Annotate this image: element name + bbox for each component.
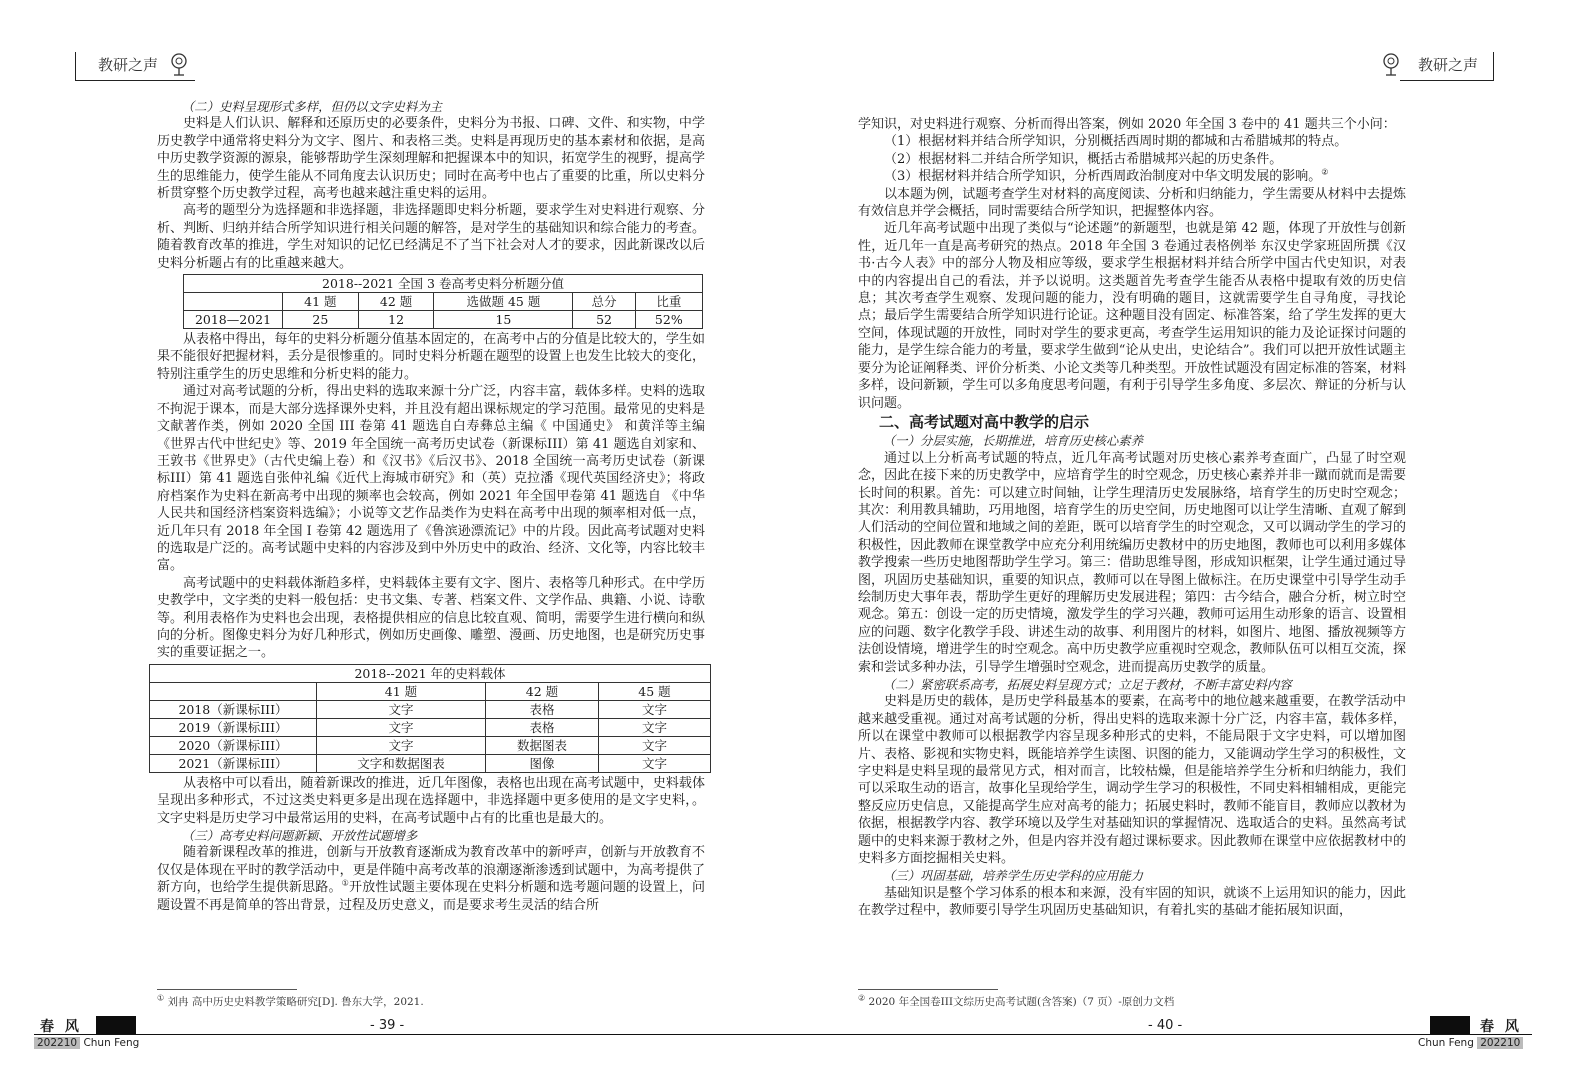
section-heading: （三）高考史料问题新颖、开放性试题增多 bbox=[181, 828, 418, 843]
header-bracket bbox=[75, 52, 76, 80]
section-heading: （二）史料呈现形式多样，但仍以文字史料为主 bbox=[181, 99, 442, 114]
left-body bbox=[157, 98, 705, 914]
header-title: 教研之声 bbox=[1418, 56, 1479, 74]
footnote-ref: ① bbox=[341, 878, 350, 888]
paragraph: 史料是历史的载体，是历史学科最基本的要素，在高考中的地位越来越重要，在教学活动中越来越受重视。通过对高考试题的分析，得出史料的选取来源十分广泛，内容丰富，载体多样，所以在课堂中教师可以根据教学内容呈现多种形式的史料，不能局限于文字史料，可以增加图片、表格、影视和实物史料，既能培养学生读图、识图的能力，又能调动学生学习的积极性，文字史料是史料呈现的最常见方式，相对而言，比较枯燥，但是能培养学生分析和归纳能力，我们可以采取生动的语言，故事化呈现给学生，调动学生学习的积极性，不同史料相辅相成，更能完整反应历史信息，又能提高学生应对高考的能力；拓展史料时，教师不能盲目，教师应以教材为依据，根据教学内容、教学环境以及学生对基础知识的掌握情况、选取适合的史料。虽然高考试题中的史料来源于教材之外，但是内容并没有超过课标要求。因此教师在课堂中应依据教材中的史料多方面挖掘相关史料。 bbox=[858, 694, 1406, 867]
question-item: （1）根据材料并结合所学知识，分别概括西周时期的都城和古希腊城邦的特点。 bbox=[884, 134, 1348, 150]
section-heading: （二）紧密联系高考，拓展史料呈现方式；立足于教材，不断丰富史料内容 bbox=[882, 677, 1292, 692]
paragraph: 高考试题中的史料载体渐趋多样，史料载体主要有文字、图片、表格等几种形式。在中学历史教学中，文字类的史料一般包括：史书文集、专著、档案文件、文学作品、典籍、小说、诗歌等。利用表格作为史料也会出现，表格提供相应的信息比较直观、简明，需要学生进行横向和纵向的分析。图像史料分为好几种形式，例如历史画像、雕塑、漫画、历史地图，也是研究历史事实的重要证据之一。 bbox=[157, 575, 705, 661]
score-table bbox=[183, 274, 703, 329]
right-page bbox=[794, 0, 1588, 1077]
tree-icon bbox=[168, 52, 190, 76]
paragraph: 学知识，对史料进行观察、分析而得出答案，例如 2020 年全国 3 卷中的 41 题共三个小问： bbox=[858, 117, 1396, 132]
table-caption: 2018--2021 年的史料载体 bbox=[150, 664, 711, 682]
footer-block bbox=[96, 1016, 136, 1034]
footnote-rule bbox=[858, 989, 998, 990]
paragraph: 通过以上分析高考试题的特点，近几年高考试题对历史核心素养考查面广，凸显了时空观念，因此在接下来的历史教学中，应培育学生的时空观念，历史核心素养并非一蹴而就而是需要长时间的积累。首先：可以建立时间轴，让学生理清历史发展脉络，培育学生的历史时空观念；其次：利用教具辅助，巧用地图，培育学生的历史空间，历史地图可以让学生清晰、直观了解到人们活动的空间位置和地域之间的差距，既可以培育学生的时空观念，又可以调动学生的学习的积极性，因此教师在课堂教学中应充分利用统编历史教材中的历史地图，教师也可以利用多媒体教学搜索一些历史地图帮助学生学习。第三：借助思维导图，形成知识框架，让学生通过通过导图，巩固历史基础知识，重要的知识点，教师可以在导图上做标注。在历史课堂中引导学生动手绘制历史大事年表，帮助学生更好的理解历史发展进程；第四：古今结合，融合分析，树立时空观念。第五：创设一定的历史情境，激发学生的学习兴趣，教师可运用生动形象的语言、设置相应的问题、数字化教学手段、讲述生动的故事、利用图片的材料，如图片、地图、播放视频等方法创设情境，增进学生的时空观念。高中历史教学应重视时空观念，教师队伍可以相互交流，探索和尝试多种办法，引导学生增强时空观念，进而提高历史教学的质量。 bbox=[858, 450, 1406, 675]
header-title: 教研之声 bbox=[98, 56, 159, 74]
table-header-row: 41 题 42 题 45 题 bbox=[150, 682, 711, 700]
footer-rule bbox=[34, 1034, 794, 1035]
table-caption: 2018--2021 全国 3 卷高考史料分析题分值 bbox=[184, 275, 703, 293]
section-heading: （一）分层实施，长期推进，培育历史核心素养 bbox=[882, 433, 1143, 449]
footnote-ref: ② bbox=[1321, 167, 1329, 177]
section-heading: （三）巩固基础，培养学生历史学科的应用能力 bbox=[882, 868, 1143, 884]
footer-brand: 春 风 bbox=[40, 1019, 82, 1035]
paragraph: 随着新课程改革的推进，创新与开放教育逐渐成为教育改革中的新呼声，创新与开放教育不仅仅是体现在平时的教学活动中，更是伴随中高考改革的浪潮逐渐渗透到试题中，为高考提供了新方向，也给学生提供新思路。①开放性试题主要体现在史料分析题和选考题问题的设置上，问题设置不再是简单的答出背景，过程及历史意义，而是要求考生灵活的结合所 bbox=[157, 845, 705, 913]
paragraph: 史料是人们认识、解释和还原历史的必要条件，史料分为书报、口碑、文件、和实物，中学历史教学中通常将史料分为文字、图片、和表格三类。史料是再现历史的基本素材和依据，是高中历史教学资源的源泉，能够帮助学生深刻理解和把握课本中的知识，拓宽学生的视野，提高学生的思维能力，使学生能从不同角度去认识历史；同时在高考中也占了重要的比重，所以史料分析贯穿整个历史教学过程，高考也越来越注重史料的运用。 bbox=[157, 116, 705, 202]
footnote: ② 2020 年全国卷III文综历史高考试题(含答案)（7 页）-原创力文档 bbox=[858, 993, 1175, 1008]
paragraph: 从表格中可以看出，随着新课改的推进，近几年图像，表格也出现在高考试题中，史料载体呈现出多种形式，不过这类史料更多是出现在选择题中，非选择题中更多使用的是文字史料，。文字史料是历史学习中最常运用的史料，在高考试题中占有的比重也是最大的。 bbox=[157, 775, 705, 826]
header-bracket bbox=[1493, 52, 1494, 80]
right-body bbox=[858, 116, 1406, 920]
header-rule bbox=[1400, 80, 1494, 81]
carrier-table bbox=[149, 664, 711, 773]
table-header-row: 41 题 42 题 选做题 45 题 总分 比重 bbox=[184, 293, 703, 311]
footer-rule bbox=[794, 1034, 1532, 1035]
table-row: 2020（新课标III） 文字 数据图表 文字 bbox=[150, 736, 711, 754]
question-item: （3）根据材料并结合所学知识，分析西周政治制度对中华文明发展的影响。② bbox=[884, 167, 1329, 185]
table-row: 2019（新课标III） 文字 表格 文字 bbox=[150, 718, 711, 736]
table-row: 2018—2021 25 12 15 52 52% bbox=[184, 311, 703, 329]
table-row: 2018（新课标III） 文字 表格 文字 bbox=[150, 700, 711, 718]
tree-icon bbox=[1380, 52, 1402, 76]
paragraph: 从表格中得出，每年的史料分析题分值基本固定的，在高考中占的分值是比较大的，学生如果不能很好把握材料，丢分是很惨重的。同时史料分析题在题型的设置上也发生比较大的变化，特别注重学生的历史思维和分析史料的能力。 bbox=[157, 332, 705, 382]
paragraph: 以本题为例，试题考查学生对材料的高度阅读、分析和归纳能力，学生需要从材料中去提炼有效信息并学会概括，同时需要结合所学知识，把握整体内容。 bbox=[858, 186, 1406, 220]
footer-block bbox=[1430, 1016, 1470, 1034]
footnote: ① 刘冉 高中历史史料教学策略研究[D]. 鲁东大学，2021. bbox=[157, 993, 424, 1008]
paragraph: 高考的题型分为选择题和非选择题，非选择题即史料分析题，要求学生对史料进行观察、分析、判断、归纳并结合所学知识进行相关问题的解答，是对学生的基础知识和综合能力的考查。随着教育改革的推进，学生对知识的记忆已经满足不了当下社会对人才的要求，因此新课改以后史料分析题占有的比重越来越大。 bbox=[157, 203, 705, 271]
paragraph: 基础知识是整个学习体系的根本和来源，没有牢固的知识，就谈不上运用知识的能力，因此在教学过程中，教师要引导学生巩固历史基础知识，有着扎实的基础才能拓展知识面， bbox=[858, 885, 1406, 919]
paragraph: 近几年高考试题中出现了类似与“论述题”的新题型，也就是第 42 题，体现了开放性与创新性，近几年一直是高考研究的热点。2018 年全国 3 卷通过表格例举 东汉史学家班固所撰《汉书·古今人表》中的部分人物及相应等级，要求学生根据材料并结合所学中国古代史知识，对表中的内容提出自己的看法，并予以说明。这类题首先考查学生能否从表格中提取有效的历史信息；其次考查学生观察、发现问题的能力，没有明确的题目，这就需要学生自寻角度，寻找论点；最后学生需要结合所学知识进行论证。这种题目没有固定、标准答案，给了学生发挥的更大空间，体现试题的开放性，同时对学生的要求更高，考查学生运用知识的能力及论证探讨问题的能力，是学生综合能力的考量，要求学生做到“论从史出，史论结合”。我们可以把开放性试题主要分为论证阐释类、评价分析类、小论文类等几种类型。开放性试题没有固定标准的答案，材料多样，设问新颖，学生可以多角度思考问题，有利于引导学生多角度、多层次、辩证的分析与认识问题。 bbox=[858, 221, 1406, 411]
footer-brand: 春 风 bbox=[1480, 1019, 1522, 1035]
footer-issue: Chun Feng 202210 bbox=[1418, 1037, 1523, 1049]
question-item: （2）根据材料二并结合所学知识，概括古希腊城邦兴起的历史条件。 bbox=[884, 151, 1283, 167]
footer-issue: 202210 Chun Feng bbox=[34, 1037, 139, 1049]
section-title: 二、高考试题对高中教学的启示 bbox=[879, 412, 1090, 431]
footnote-rule bbox=[157, 989, 297, 990]
header-rule bbox=[75, 80, 195, 81]
page-number: - 39 - bbox=[370, 1018, 405, 1033]
page-number: - 40 - bbox=[1148, 1018, 1183, 1033]
table-row: 2021（新课标III） 文字和数据图表 图像 文字 bbox=[150, 754, 711, 772]
paragraph: 通过对高考试题的分析，得出史料的选取来源十分广泛，内容丰富，载体多样。史料的选取不拘泥于课本，而是大部分选择课外史料，并且没有超出课标规定的学习范围。最常见的史料是文献著作类，例如 2020 全国 III 卷第 41 题选自白寿彝总主编《 中国通史》 和黄洋等主编《世界古代中世纪史》等、2019 年全国统一高考历史试卷（新课标III）第 41 题选自刘家和、王敦书《世界史》（古代史编上卷）和《汉书》《后汉书》、2018 全国统一高考历史试卷（新课标III）第 41 题选自张仲礼编《近代上海城市研究》和（英）克拉潘《现代英国经济史》；将政府档案作为史料在新高考中出现的频率也会较高，例如 2021 年全国甲卷第 41 题选自 《中华人民共和国经济档案资料选编》；小说等文艺作品类作为史料在高考中出现的频率相对低一点，近几年只有 2018 年全国 I 卷第 42 题选用了《鲁滨逊漂流记》中的片段。因此高考试题对史料的选取是广泛的。高考试题中史料的内容涉及到中外历史中的政治、经济、文化等，内容比较丰富。 bbox=[157, 384, 705, 574]
